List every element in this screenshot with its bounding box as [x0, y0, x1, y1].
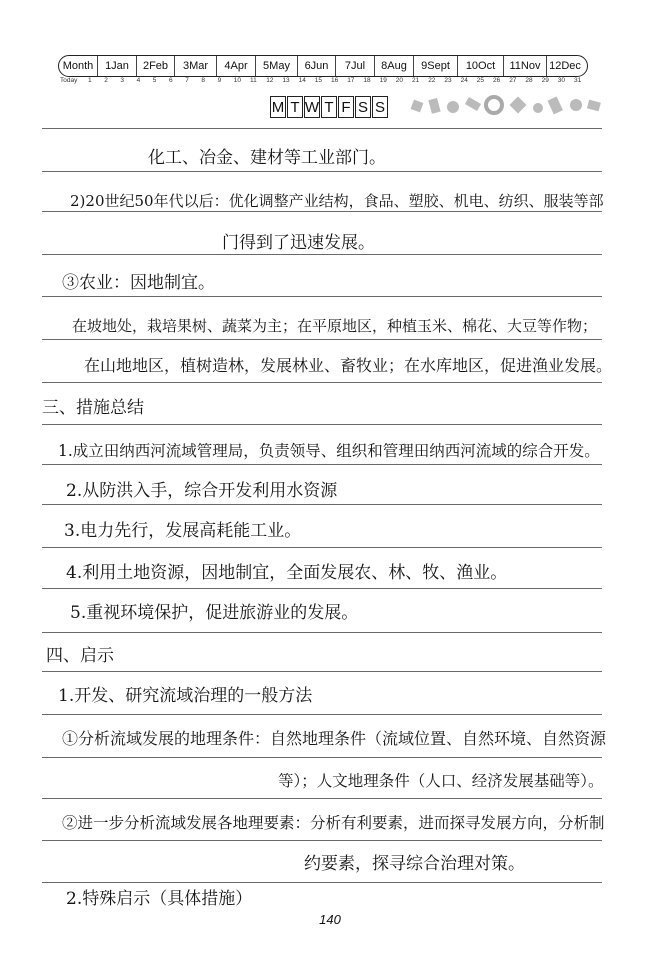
ruled-line — [42, 757, 602, 758]
day-number: 15 — [314, 77, 323, 84]
ruled-line — [42, 632, 602, 633]
ruled-line — [42, 296, 602, 297]
note-line: 3.电力先行，发展高耗能工业。 — [64, 521, 302, 541]
month-cell: 4Apr — [217, 56, 256, 76]
month-cell: 1Jan — [98, 56, 137, 76]
ruled-line — [42, 128, 602, 129]
month-strip — [58, 55, 588, 77]
weekday-box: T — [321, 96, 337, 118]
day-number: 17 — [347, 77, 355, 84]
day-number: 29 — [541, 77, 549, 84]
note-line: 三、措施总结 — [42, 398, 144, 418]
page-number: 140 — [319, 912, 341, 927]
ruled-line — [42, 339, 602, 340]
note-line: 在坡地处，栽培果树、蔬菜为主；在平原地区，种植玉米、棉花、大豆等作物； — [72, 317, 598, 335]
month-cell: 10Oct — [458, 56, 504, 76]
day-number: 7 — [185, 77, 189, 84]
day-strip — [58, 77, 588, 87]
weekday-box: S — [355, 96, 371, 118]
calendar-header — [58, 55, 588, 89]
month-cell: 2Feb — [137, 56, 175, 76]
note-line: ①分析流域发展的地理条件：自然地理条件（流域位置、自然环境、自然资源 — [62, 729, 607, 748]
ruled-line — [42, 882, 602, 883]
note-line: 约要素，探寻综合治理对策。 — [304, 854, 525, 874]
day-number: 31 — [574, 77, 582, 84]
note-line: 化工、冶金、建材等工业部门。 — [148, 148, 386, 168]
day-number: 23 — [444, 77, 452, 84]
note-line: 2.特殊启示（具体措施） — [66, 889, 253, 909]
ruled-line — [42, 798, 602, 799]
day-number: 5 — [152, 77, 157, 84]
note-line: 4.利用土地资源，因地制宜，全面发展农、林、牧、渔业。 — [66, 563, 508, 583]
day-number: 2 — [104, 77, 108, 84]
day-number: 22 — [428, 77, 436, 84]
note-line: 5.重视环境保护，促进旅游业的发展。 — [70, 603, 359, 623]
decorative-pattern — [408, 93, 608, 123]
ruled-line — [42, 547, 602, 548]
day-number: 30 — [557, 77, 566, 84]
ruled-line — [42, 171, 602, 172]
day-number: 9 — [217, 77, 222, 84]
day-number: 20 — [395, 77, 404, 84]
day-number: 1 — [88, 77, 92, 84]
month-cell: 6Jun — [298, 56, 336, 76]
day-number: 26 — [493, 77, 501, 84]
ruled-line — [42, 504, 602, 505]
note-line: ②进一步分析流域发展各地理要素：分析有利要素，进而探寻发展方向，分析制 — [62, 814, 605, 832]
note-line: 门得到了迅速发展。 — [222, 233, 375, 253]
day-number: 16 — [331, 77, 339, 84]
note-line: 等）；人文地理条件（人口、经济发展基础等）。 — [278, 772, 604, 790]
month-cell: 12Dec — [549, 60, 581, 72]
day-number: 21 — [412, 77, 420, 84]
weekday-box: F — [338, 96, 354, 118]
note-line: 四、启示 — [46, 646, 114, 666]
note-line: 1.成立田纳西河流域管理局，负责领导、组织和管理田纳西河流域的综合开发。 — [58, 442, 600, 460]
ruled-line — [42, 424, 602, 425]
day-number: 28 — [525, 77, 533, 84]
note-line: 1.开发、研究流域治理的一般方法 — [58, 686, 313, 706]
day-number: 24 — [460, 77, 468, 84]
day-number: 10 — [233, 77, 242, 84]
note-line: ③农业：因地制宜。 — [62, 273, 215, 293]
month-cell: 11Nov — [504, 56, 547, 76]
day-number: 4 — [136, 77, 141, 84]
ruled-line — [42, 464, 602, 465]
day-number: 14 — [298, 77, 306, 84]
ruled-line — [42, 382, 602, 383]
ruled-line — [42, 714, 602, 715]
weekday-box: T — [287, 96, 303, 118]
weekday-box: W — [304, 96, 320, 118]
month-cell: 9Sept — [414, 56, 458, 76]
day-number: 11 — [250, 77, 257, 84]
ruled-line — [42, 671, 602, 672]
ruled-line — [42, 588, 602, 589]
today-label: Today — [60, 77, 78, 84]
month-cell: 5May — [256, 56, 298, 76]
month-cell: 7Jul — [336, 56, 375, 76]
month-cell: 8Aug — [375, 56, 414, 76]
ruled-line — [42, 254, 602, 255]
month-cell: Month — [59, 56, 98, 76]
day-number: 3 — [120, 77, 125, 84]
day-number: 8 — [201, 77, 206, 84]
day-number: 25 — [476, 77, 485, 84]
ruled-line — [42, 840, 602, 841]
month-cell: 3Mar — [175, 56, 217, 76]
day-number: 13 — [282, 77, 290, 84]
weekday-boxes — [270, 96, 389, 118]
day-number: 19 — [379, 77, 387, 84]
weekday-box: S — [372, 96, 388, 118]
day-number: 18 — [363, 77, 371, 84]
weekday-box: M — [270, 96, 286, 118]
note-line: 在山地地区，植树造林，发展林业、畜牧业；在水库地区，促进渔业发展。 — [84, 356, 613, 375]
day-number: 27 — [509, 77, 517, 84]
day-number: 12 — [266, 77, 274, 84]
note-line: 2)20世纪50年代以后：优化调整产业结构，食品、塑胶、机电、纺织、服装等部 — [70, 192, 604, 210]
note-line: 2.从防洪入手，综合开发利用水资源 — [66, 481, 338, 501]
day-number: 6 — [169, 77, 173, 84]
